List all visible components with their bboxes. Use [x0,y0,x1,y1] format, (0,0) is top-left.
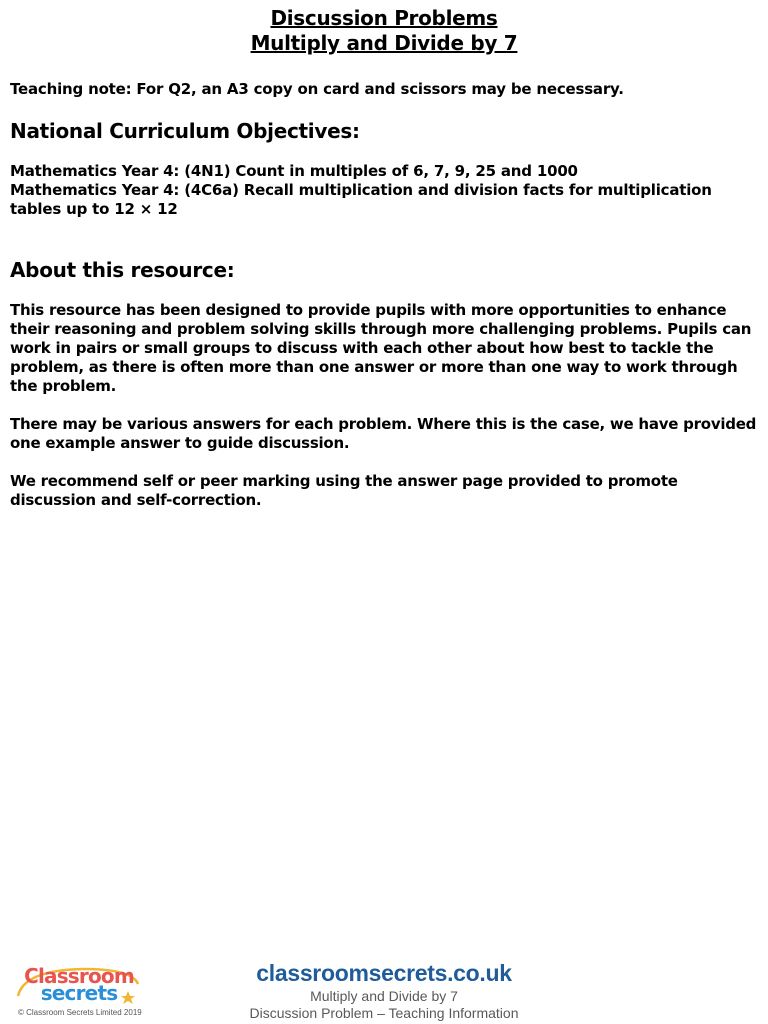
logo-text-line2: secrets [40,981,118,1005]
objective-item: Mathematics Year 4: (4C6a) Recall multiplication and division facts for multiplication tables up to 12 × 12 [10,181,712,218]
about-section [10,301,762,529]
teaching-note: Teaching note: For Q2, an A3 copy on card and scissors may be necessary. [10,80,624,98]
page-subtitle: Multiply and Divide by 7 [250,31,518,55]
about-paragraph: There may be various answers for each problem. Where this is the case, we have provided one example answer to guide discussion. [10,415,757,452]
about-paragraph: We recommend self or peer marking using the answer page provided to promote discussion and self-correction. [10,472,678,509]
footer-subtitle: Multiply and Divide by 7 [310,988,458,1004]
objectives-heading: National Curriculum Objectives: [10,119,360,143]
copyright-text: © Classroom Secrets Limited 2019 [18,1008,142,1017]
website-link[interactable]: classroomsecrets.co.uk [256,960,512,986]
footer-subtitle-2: Discussion Problem – Teaching Information [249,1005,519,1021]
logo-text-line1: Classroom [24,964,134,988]
objectives-list [10,162,755,219]
about-paragraph: This resource has been designed to provide pupils with more opportunities to enhance their reasoning and problem solving skills through more challenging problems. Pupils can work in pairs or small groups to discuss with each other about how best to tackle the problem, as there is often more than one answer or more than one way to work through the problem. [10,301,752,395]
page-title: Discussion Problems [270,6,498,30]
objective-item: Mathematics Year 4: (4N1) Count in multiples of 6, 7, 9, 25 and 1000 [10,162,578,180]
about-heading: About this resource: [10,258,235,282]
